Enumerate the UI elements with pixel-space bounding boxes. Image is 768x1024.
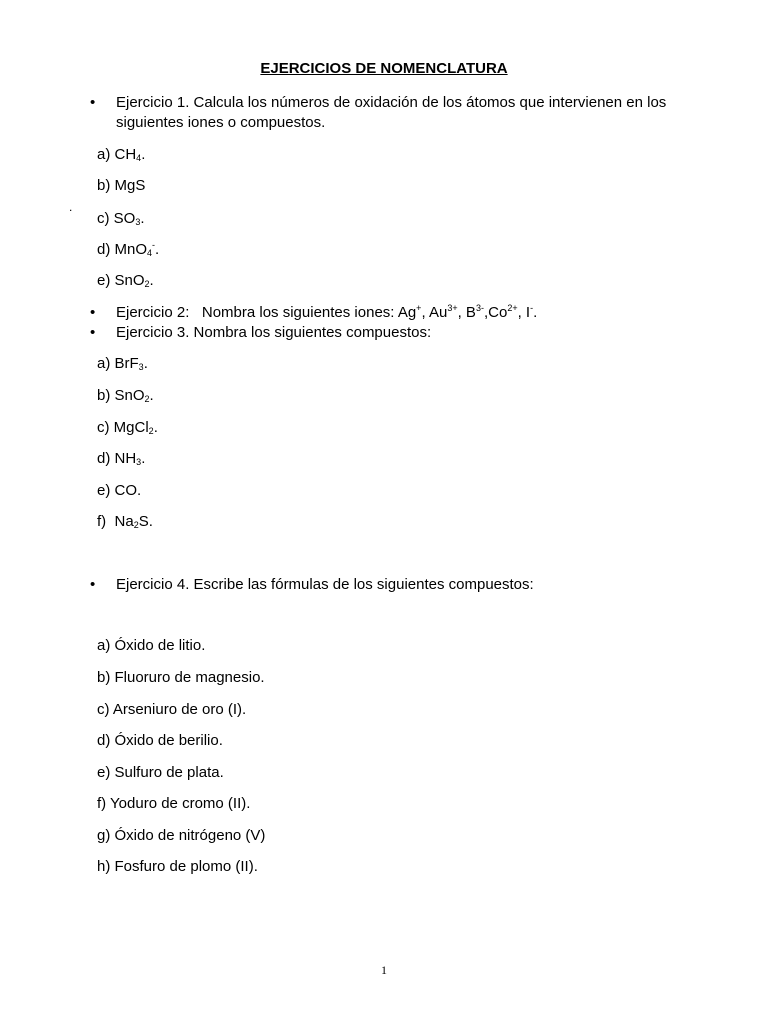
ex4-item-b: b) Fluoruro de magnesio. xyxy=(97,669,265,686)
ex1-item-b: b) MgS xyxy=(97,177,146,194)
ex3-item-c: c) MgCl$_2$. xyxy=(97,419,158,436)
ex1-text-line1: Ejercicio 1. Calcula los números de oxidación de los átomos que intervienen en los xyxy=(116,94,667,111)
ex3-text: Ejercicio 3. Nombra los siguientes compuestos: xyxy=(116,324,432,341)
page-number: 1 xyxy=(381,963,387,977)
ex3-item-f: f) $Na_2S$. xyxy=(97,513,153,530)
ex3-item-a: a) BrF$_3$. xyxy=(97,355,148,372)
bullet-ex3: • xyxy=(90,324,96,341)
ion-ag: Ag+, xyxy=(397,303,429,321)
bullet-ex1: • xyxy=(90,94,96,111)
bullet-ex2: • xyxy=(90,304,96,321)
ex4-item-e: e) Sulfuro de plata. xyxy=(97,764,224,781)
ex4-item-g: g) Óxido de nitrógeno (V) xyxy=(97,827,266,844)
ex3-item-d: d) $NH_3$. xyxy=(97,450,146,467)
ex4-item-h: h) Fosfuro de plomo (II). xyxy=(97,858,258,875)
ex4-text: Ejercicio 4. Escribe las fórmulas de los siguientes compuestos: xyxy=(116,576,534,593)
bullet-ex4: • xyxy=(90,576,96,593)
ex1-item-e: e) SnO$_2$. xyxy=(97,272,154,289)
ex3-item-e: e) CO. xyxy=(97,482,142,499)
ex1-item-d: d) MnO$_4$-. xyxy=(97,240,160,258)
ex1-item-a: a) $CH_4$. xyxy=(97,146,146,163)
stray-mark: . xyxy=(69,200,73,214)
ion-co: $Co^{2+}$, xyxy=(488,303,526,321)
ex4-item-f: f) Yoduro de cromo (II). xyxy=(97,795,251,812)
ex3-item-b: b) SnO$_2$. xyxy=(97,387,154,404)
ion-au: $Au^{3+}$, xyxy=(428,303,466,321)
ex1-item-c: c) $SO_3$. xyxy=(97,210,145,227)
ion-b: $B^{3-}$, xyxy=(465,303,489,321)
document-title: EJERCICIOS DE NOMENCLATURA xyxy=(260,60,508,77)
ex2-text: Ejercicio 2: Nombra los siguientes iones: Ag+, $Au^{3+}$, $B^{3-},Co^{2+}$, I-. xyxy=(116,303,538,321)
ex4-item-d: d) Óxido de berilio. xyxy=(97,732,223,749)
ion-i: I-. xyxy=(525,303,538,321)
ex4-item-c: c) Arseniuro de oro (I). xyxy=(97,701,247,718)
ex4-item-a: a) Óxido de litio. xyxy=(97,637,206,654)
ex1-text-line2: siguientes iones o compuestos. xyxy=(116,114,326,131)
